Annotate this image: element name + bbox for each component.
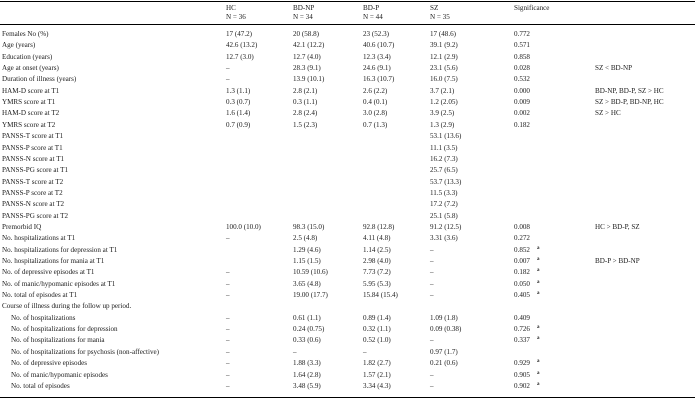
cell-bdnp: 42.1 (12.2) [293, 41, 325, 50]
cell-sz: 1.09 (1.8) [430, 313, 458, 322]
row-label: YMRS score at T2 [2, 120, 56, 129]
cell-bdp: 2.98 (4.0) [363, 257, 391, 265]
cell-sz: 53.7 (13.3) [430, 177, 462, 186]
cell-bdnp: 19.00 (17.7) [293, 291, 328, 300]
cell-significance: 0.272 [514, 234, 530, 243]
row-label: Age at onset (years) [2, 64, 59, 73]
cell-bdp: 0.7 (1.3) [363, 120, 388, 129]
cell-bdp: 12.3 (3.4) [363, 52, 391, 61]
cell-posthoc: SZ > HC [595, 109, 621, 118]
cell-hc: – [226, 359, 230, 368]
cell-sz: 12.1 (2.9) [430, 52, 458, 61]
row-label: Education (years) [2, 52, 53, 61]
row-label: Course of illness during the follow up period. [2, 302, 132, 311]
cell-bdnp: 98.3 (15.0) [293, 222, 325, 231]
cell-sz: 3.7 (2.1) [430, 86, 455, 95]
cell-posthoc: BD-NP, BD-P, SZ > HC [595, 86, 664, 95]
cell-bdnp: 2.5 (4.8) [293, 234, 318, 243]
cell-sz: 1.2 (2.05) [430, 98, 458, 107]
cell-bdp: 4.11 (4.8) [363, 234, 391, 243]
top-rule [0, 1, 695, 2]
cell-sz: 1.3 (2.9) [430, 120, 455, 129]
row-label: No. total of episodes [11, 381, 70, 390]
row-label: No. of depressive episodes at T1 [2, 268, 95, 277]
cell-bdp: 24.6 (9.1) [363, 64, 391, 73]
cell-hc: – [226, 234, 230, 243]
cell-sz: 0.09 (0.38) [430, 325, 462, 334]
cell-bdnp: 1.15 (1.5) [293, 257, 321, 265]
cell-hc: 0.7 (0.9) [226, 120, 251, 129]
col-header-hc-n: N = 36 [226, 13, 246, 21]
cell-bdnp: 12.7 (4.0) [293, 52, 321, 61]
row-label: No. hospitalizations at T1 [2, 234, 76, 243]
cell-bdnp: 1.29 (4.6) [293, 245, 321, 254]
cell-hc: 0.3 (0.7) [226, 98, 251, 107]
col-header-sz-n: N = 35 [430, 13, 450, 21]
cell-hc: 1.3 (1.1) [226, 86, 251, 95]
cell-hc: – [226, 64, 230, 73]
cell-significance: 0.000 [514, 86, 530, 95]
row-label: No. of manic/hypomanic episodes at T1 [2, 279, 116, 288]
cell-hc: 12.7 (3.0) [226, 52, 254, 61]
cell-bdp: 1.14 (2.5) [363, 245, 391, 254]
row-label: Premorbid IQ [2, 222, 42, 231]
row-label: PANSS-T score at T1 [2, 132, 64, 141]
row-label: PANSS-P score at T1 [2, 143, 63, 152]
cell-hc: – [226, 268, 230, 277]
footnote-marker: a [537, 268, 540, 274]
header-rule [0, 24, 695, 25]
cell-sz: – [430, 257, 434, 265]
cell-sz: 11.1 (3.5) [430, 143, 458, 152]
cell-significance: 0.409 [514, 313, 530, 322]
bottom-rule [0, 397, 695, 398]
row-label: HAM-D score at T1 [2, 86, 60, 95]
cell-bdnp: 13.9 (10.1) [293, 75, 325, 84]
row-label: PANSS-P score at T2 [2, 188, 63, 197]
col-header-hc [226, 4, 246, 22]
row-label: PANSS-PG score at T1 [2, 166, 69, 175]
cell-sz: – [430, 370, 434, 379]
cell-bdp: 0.89 (1.4) [363, 313, 391, 322]
cell-bdp: 0.32 (1.1) [363, 325, 391, 334]
cell-sz: 0.21 (0.6) [430, 359, 458, 368]
cell-bdp: 1.82 (2.7) [363, 359, 391, 368]
row-label: HAM-D score at T2 [2, 109, 60, 118]
cell-sz: 25.7 (6.5) [430, 166, 458, 175]
cell-hc: – [226, 347, 230, 356]
cell-significance: 0.337 [514, 336, 530, 345]
footnote-marker: a [537, 370, 540, 376]
cell-posthoc: SZ < BD-NP [595, 64, 633, 73]
footnote-marker: a [537, 279, 540, 285]
cell-hc: – [226, 291, 230, 300]
row-label: Age (years) [2, 41, 36, 50]
cell-sz: 3.31 (3.6) [430, 234, 458, 243]
cell-hc: 1.6 (1.4) [226, 109, 251, 118]
cell-hc: – [226, 313, 230, 322]
col-header-hc-name: HC [226, 4, 236, 12]
col-header-sz [430, 4, 450, 22]
row-label: No. hospitalizations for mania at T1 [2, 257, 105, 265]
cell-significance: 0.008 [514, 222, 530, 231]
cell-bdp: 3.0 (2.8) [363, 109, 388, 118]
col-header-sz-name: SZ [430, 4, 439, 12]
col-header-bdp [363, 4, 383, 22]
cell-bdnp: 28.3 (9.1) [293, 64, 321, 73]
col-header-significance [514, 4, 549, 13]
cell-significance: 0.002 [514, 109, 530, 118]
cell-sz: – [430, 336, 434, 345]
cell-significance: 0.852 [514, 245, 530, 254]
footnote-marker: a [537, 257, 540, 262]
cell-bdnp: 2.8 (2.4) [293, 109, 318, 118]
cell-hc: – [226, 381, 230, 390]
cell-hc: 100.0 (10.0) [226, 222, 261, 231]
col-header-bdp-n: N = 44 [363, 13, 383, 21]
cell-significance: 0.902 [514, 381, 530, 390]
cell-bdnp: 3.48 (5.9) [293, 381, 321, 390]
cell-bdp: – [363, 347, 367, 356]
cell-significance: 0.772 [514, 30, 530, 38]
cell-sz: 16.2 (7.3) [430, 154, 458, 163]
row-label: PANSS-N score at T1 [2, 154, 65, 163]
footnote-marker: a [537, 381, 540, 387]
cell-hc: – [226, 336, 230, 345]
row-label: No. of hospitalizations for psychosis (non-affective) [11, 347, 160, 356]
cell-significance: 0.009 [514, 98, 530, 107]
cell-significance: 0.726 [514, 325, 530, 334]
cell-sz: – [430, 291, 434, 300]
cell-hc: 42.6 (13.2) [226, 41, 258, 50]
cell-bdp: 1.57 (2.1) [363, 370, 391, 379]
cell-significance: 0.532 [514, 75, 530, 84]
cell-hc: – [226, 75, 230, 84]
cell-sz: 23.1 (5.6) [430, 64, 458, 73]
cell-sz: 11.5 (3.3) [430, 188, 458, 197]
cell-bdp: 92.8 (12.8) [363, 222, 395, 231]
cell-bdp: 2.6 (2.2) [363, 86, 388, 95]
row-label: Females No (%) [2, 30, 49, 38]
row-label: Duration of illness (years) [2, 75, 77, 84]
cell-bdnp: 10.59 (10.6) [293, 268, 328, 277]
cell-bdnp: 0.33 (0.6) [293, 336, 321, 345]
row-label: No. of manic/hypomanic episodes [11, 370, 108, 379]
cell-bdnp: 0.61 (1.1) [293, 313, 321, 322]
row-label: No. total of episodes at T1 [2, 291, 78, 300]
cell-significance: 0.405 [514, 291, 530, 300]
col-header-bdnp-name: BD-NP [293, 4, 315, 12]
cell-hc: – [226, 325, 230, 334]
cell-sz: 3.9 (2.5) [430, 109, 455, 118]
cell-bdnp: 2.8 (2.1) [293, 86, 318, 95]
row-label: No. of hospitalizations [11, 313, 76, 322]
row-label: No. of hospitalizations for mania [11, 336, 105, 345]
row-label: No. hospitalizations for depression at T1 [2, 245, 118, 254]
col-header-significance-name: Significance [514, 4, 550, 12]
cell-posthoc: HC > BD-P, SZ [595, 222, 640, 231]
col-header-bdp-name: BD-P [363, 4, 380, 12]
footnote-marker: a [537, 291, 540, 297]
cell-significance: 0.182 [514, 120, 530, 129]
cell-significance: 0.007 [514, 257, 530, 265]
cell-significance: 0.858 [514, 52, 530, 61]
cell-bdnp: 20 (58.8) [293, 30, 320, 38]
cell-sz: 25.1 (5.8) [430, 211, 458, 220]
cell-sz: – [430, 381, 434, 390]
cell-hc: – [226, 370, 230, 379]
row-label: PANSS-T score at T2 [2, 177, 64, 186]
cell-hc: 17 (47.2) [226, 30, 253, 38]
cell-bdp: 0.52 (1.0) [363, 336, 391, 345]
cell-significance: 0.571 [514, 41, 530, 50]
cell-sz: 17.2 (7.2) [430, 200, 458, 209]
cell-bdnp: 0.24 (0.75) [293, 325, 325, 334]
cell-bdp: 40.6 (10.7) [363, 41, 395, 50]
footnote-marker: a [537, 245, 540, 251]
col-header-bdnp [293, 4, 314, 22]
cell-significance: 0.905 [514, 370, 530, 379]
cell-significance: 0.028 [514, 64, 530, 73]
cell-bdp: 5.95 (5.3) [363, 279, 391, 288]
cell-bdnp: 0.3 (1.1) [293, 98, 318, 107]
cell-bdnp: – [293, 347, 297, 356]
footnote-marker: a [537, 325, 540, 331]
cell-hc: – [226, 279, 230, 288]
cell-significance: 0.050 [514, 279, 530, 288]
cell-bdnp: 1.64 (2.8) [293, 370, 321, 379]
footnote-marker: a [537, 359, 540, 365]
cell-posthoc: SZ > BD-P, BD-NP, HC [595, 98, 664, 107]
cell-sz: 53.1 (13.6) [430, 132, 462, 141]
cell-sz: 16.0 (7.5) [430, 75, 458, 84]
cell-bdnp: 1.5 (2.3) [293, 120, 318, 129]
row-label: PANSS-N score at T2 [2, 200, 65, 209]
cell-sz: – [430, 245, 434, 254]
row-label: PANSS-PG score at T2 [2, 211, 69, 220]
cell-sz: 17 (48.6) [430, 30, 457, 38]
cell-bdp: 0.4 (0.1) [363, 98, 388, 107]
cell-bdp: 16.3 (10.7) [363, 75, 395, 84]
cell-sz: – [430, 279, 434, 288]
cell-bdp: 3.34 (4.3) [363, 381, 391, 390]
cell-posthoc: BD-P > BD-NP [595, 257, 640, 265]
row-label: YMRS score at T1 [2, 98, 56, 107]
cell-bdp: 7.73 (7.2) [363, 268, 391, 277]
cell-significance: 0.182 [514, 268, 530, 277]
cell-bdp: 23 (52.3) [363, 30, 390, 38]
cell-bdnp: 3.65 (4.8) [293, 279, 321, 288]
cell-sz: 91.2 (12.5) [430, 222, 462, 231]
cell-sz: 0.97 (1.7) [430, 347, 458, 356]
cell-bdnp: 1.88 (3.3) [293, 359, 321, 368]
row-label: No. of depressive episodes [11, 359, 88, 368]
cell-bdp: 15.84 (15.4) [363, 291, 398, 300]
cell-sz: 39.1 (9.2) [430, 41, 458, 50]
col-header-bdnp-n: N = 34 [293, 13, 313, 21]
cell-significance: 0.929 [514, 359, 530, 368]
footnote-marker: a [537, 336, 540, 342]
row-label: No. of hospitalizations for depression [11, 325, 118, 334]
cell-sz: – [430, 268, 434, 277]
